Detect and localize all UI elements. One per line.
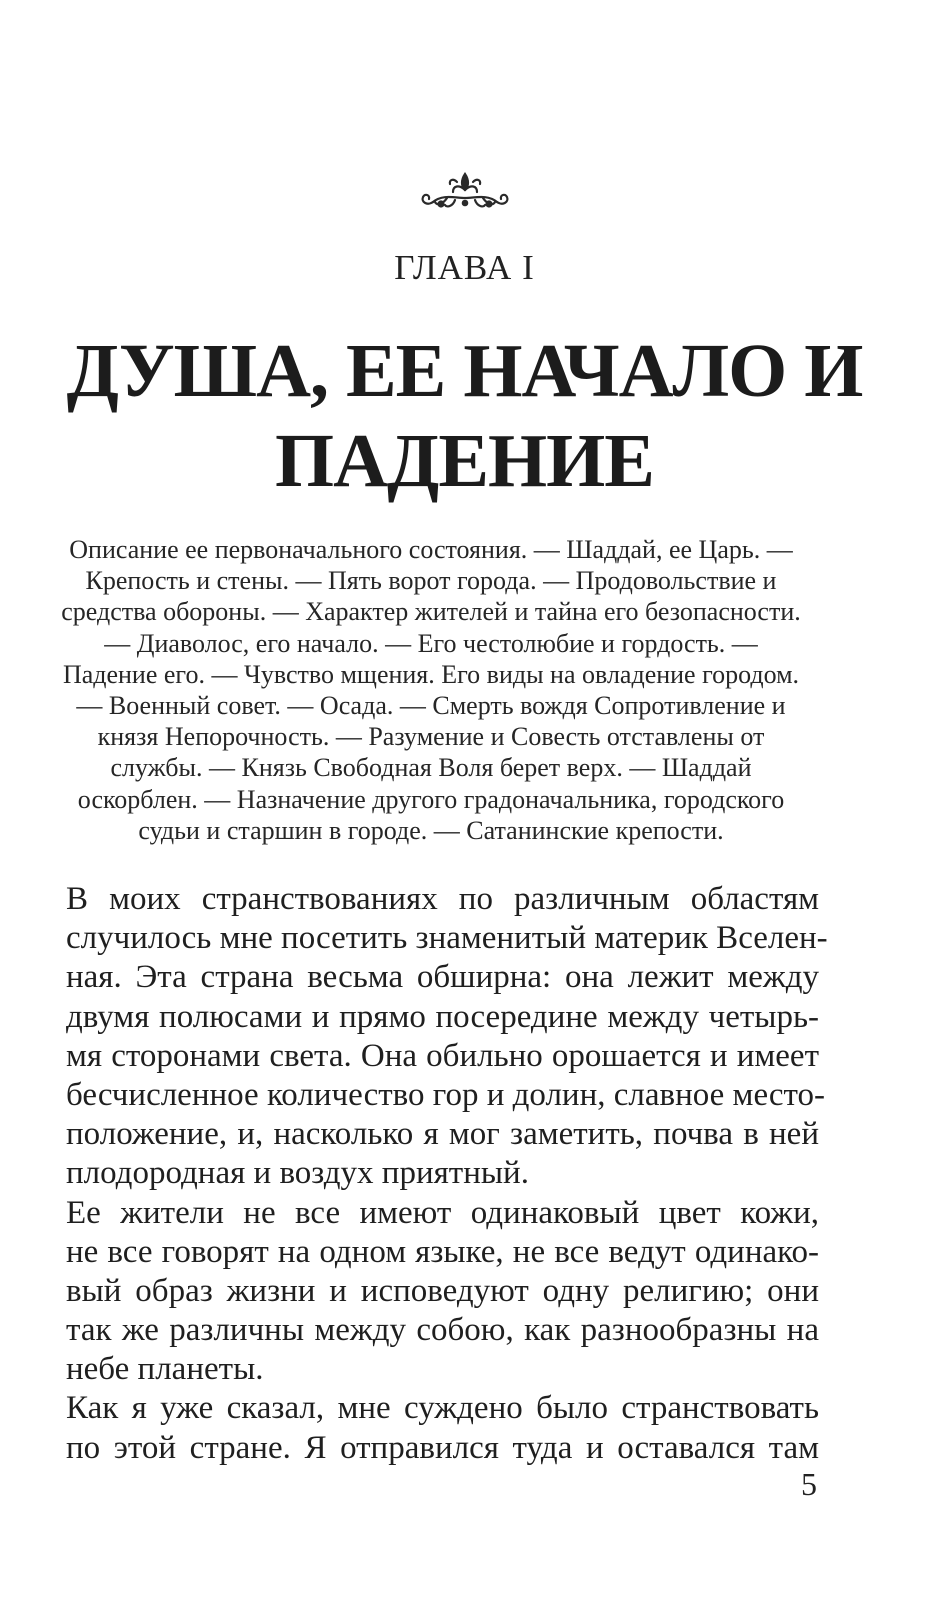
text-line: не все говорят на одном языке, не все ведут одинако-	[66, 1233, 819, 1270]
text-line: положение, и, насколько я мог заметить, почва в ней	[66, 1116, 819, 1153]
ornament-flourish-icon	[0, 168, 929, 219]
synopsis-line: — Военный совет. — Осада. — Смерть вождя Сопротивление и	[76, 691, 786, 721]
text-line: Ее жители не все имеют одинаковый цвет кожи,	[66, 1194, 819, 1231]
synopsis-line: Крепость и стены. — Пять ворот города. — Продовольствие и	[85, 566, 777, 596]
paragraph	[66, 1389, 819, 1467]
synopsis-line: судьи и старшин в городе. — Сатанинские крепости.	[138, 815, 724, 845]
page-number: 5	[801, 1466, 817, 1502]
chapter-number: ГЛАВА I	[394, 248, 535, 287]
chapter-title-line: ПАДЕНИЕ	[275, 419, 654, 503]
synopsis-line: — Диаволос, его начало. — Его честолюбие и гордость. —	[104, 628, 758, 658]
paragraph	[66, 880, 828, 1194]
chapter-title	[20, 326, 909, 506]
synopsis-line: Описание ее первоначального состояния. — Шаддай, ее Царь. —	[69, 535, 793, 564]
text-line: по этой стране. Я отправился туда и оставался там	[66, 1429, 819, 1466]
synopsis-line: средства обороны. — Характер жителей и тайна его безопасности.	[61, 597, 801, 627]
paragraph	[66, 1194, 819, 1390]
text-line: мя сторонами света. Она обильно орошается и имеет	[66, 1037, 819, 1074]
chapter-synopsis	[36, 534, 826, 846]
text-line: В моих странствованиях по различным областям	[66, 881, 819, 917]
text-line: так же различны между собою, как разнообразны на	[66, 1312, 819, 1349]
synopsis-line: оскорблен. — Назначение другого градоначальника, городского	[77, 784, 785, 814]
synopsis-line: Падение его. — Чувство мщения. Его виды на овладение городом.	[62, 659, 800, 689]
text-line: бесчисленное количество гор и долин, славное место-	[66, 1076, 826, 1113]
text-line: плодородная и воздух приятный.	[66, 1155, 529, 1192]
synopsis-line: князя Непорочность. — Разумение и Совесть отставлены от	[97, 722, 765, 752]
text-line: двумя полюсами и прямо посередине между четырь-	[66, 998, 819, 1035]
body-text	[66, 880, 828, 1468]
text-line: вый образ жизни и исповедуют одну религию; они	[66, 1272, 819, 1309]
text-line: Как я уже сказал, мне суждено было странствовать	[66, 1390, 819, 1427]
text-line: небе планеты.	[66, 1351, 264, 1388]
text-line: ная. Эта страна весьма обширна: она лежит между	[66, 959, 819, 996]
synopsis-line: службы. — Князь Свободная Воля берет верх. — Шаддай	[110, 753, 752, 783]
text-line: случилось мне посетить знаменитый материк Вселен-	[66, 920, 828, 957]
chapter-title-line: ДУША, ЕЕ НАЧАЛО И	[66, 329, 863, 413]
